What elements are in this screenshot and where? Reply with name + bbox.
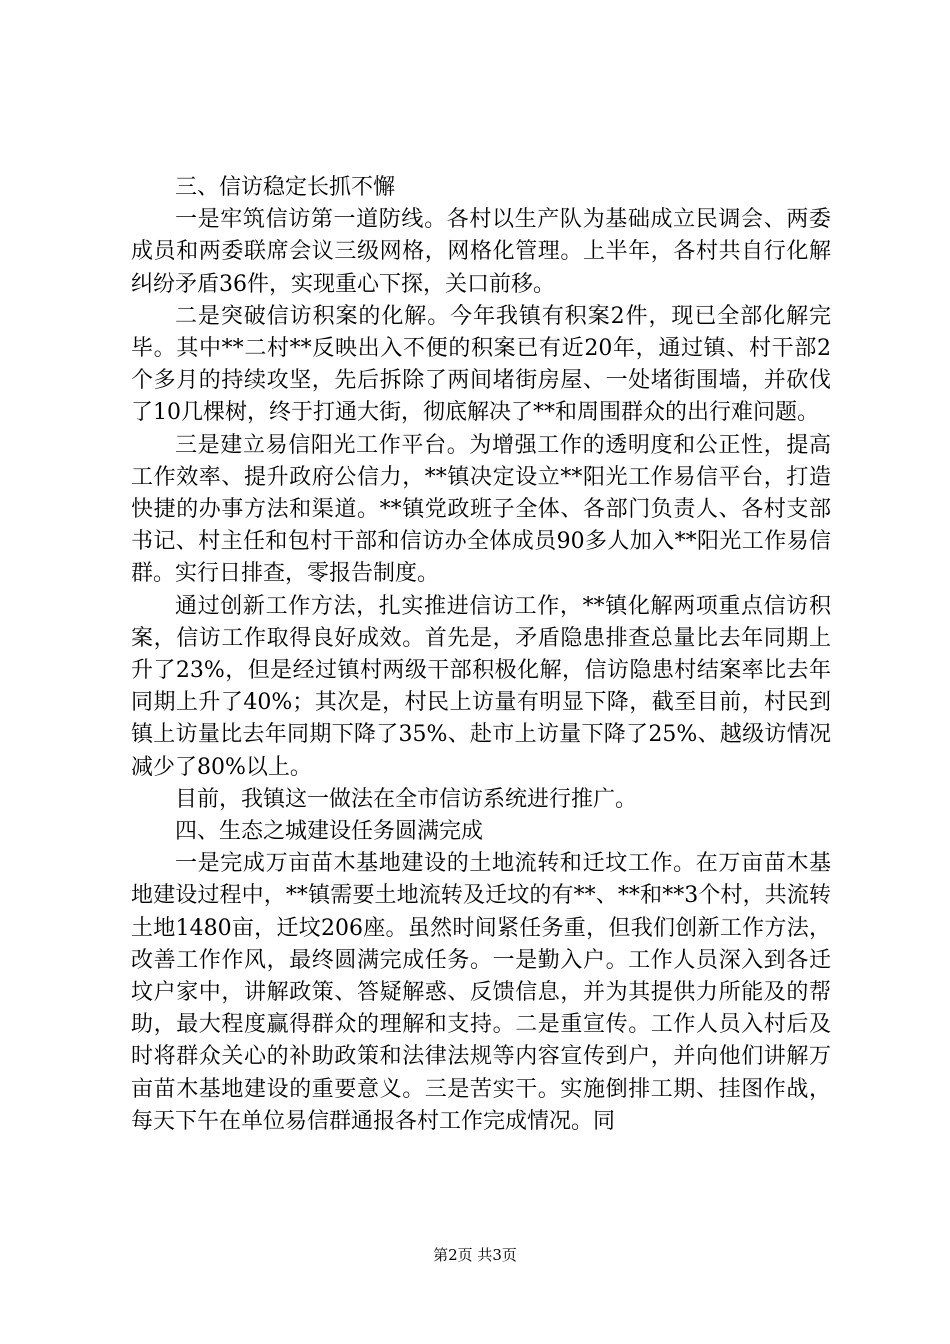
paragraph-backlog-cases: 二是突破信访积案的化解。今年我镇有积案2件，现已全部化解完毕。其中**二村**反映出入不便的积案已有近20年，通过镇、村干部2个多月的持续攻坚，先后拆除了两间堵街房屋、一处堵街围墙，并砍伐了10几棵树，终于打通大街，彻底解决了**和周围群众的出行难问题。 (131, 303, 831, 426)
section-heading-petition: 三、信访稳定长抓不懈 (175, 175, 396, 200)
paragraph-first-defense: 一是牢筑信访第一道防线。各村以生产队为基础成立民调会、两委成员和两委联席会议三级网格，网格化管理。上半年，各村共自行化解纠纷矛盾36件，实现重心下探，关口前移。 (131, 207, 831, 297)
section-heading-ecology: 四、生态之城建设任务圆满完成 (175, 819, 484, 845)
page-number-label: 第2页 共3页 (433, 1246, 517, 1264)
paragraph-promotion: 目前，我镇这一做法在全市信访系统进行推广。 (175, 786, 638, 812)
document-body (131, 172, 831, 1138)
paragraph-nursery-base: 一是完成万亩苗木基地建设的土地流转和迁坟工作。在万亩苗木基地建设过程中，**镇需要土地流转及迁坟的有**、**和**3个村，共流转土地1480亩，迁坟206座。虽然时间紧任务重，但我们创新工作方法，改善工作作风，最终圆满完成任务。一是勤入户。工作人员深入到各迁坟户家中，讲解政策、答疑解惑、反馈信息，并为其提供力所能及的帮助，最大程度赢得群众的理解和支持。二是重宣传。工作人员入村后及时将群众关心的补助政策和法律法规等内容宣传到户，并向他们讲解万亩苗木基地建设的重要意义。三是苦实干。实施倒排工期、挂图作战，每天下午在单位易信群通报各村工作完成情况。同 (131, 851, 831, 1134)
paragraph-results: 通过创新工作方法，扎实推进信访工作，**镇化解两项重点信访积案，信访工作取得良好成效。首先是，矛盾隐患排查总量比去年同期上升了23%，但是经过镇村两级干部积极化解，信访隐患村结案率比去年同期上升了40%；其次是，村民上访量有明显下降，截至目前，村民到镇上访量比去年同期下降了35%、赴市上访量下降了25%、越级访情况减少了80%以上。 (131, 593, 831, 780)
paragraph-sunshine-platform: 三是建立易信阳光工作平台。为增强工作的透明度和公正性，提高工作效率、提升政府公信力，**镇决定设立**阳光工作易信平台，打造快捷的办事方法和渠道。**镇党政班子全体、各部门负责人、各村支部书记、村主任和包村干部和信访办全体成员90多人加入**阳光工作易信群。实行日排查，零报告制度。 (131, 432, 831, 587)
page-footer (0, 1245, 950, 1265)
